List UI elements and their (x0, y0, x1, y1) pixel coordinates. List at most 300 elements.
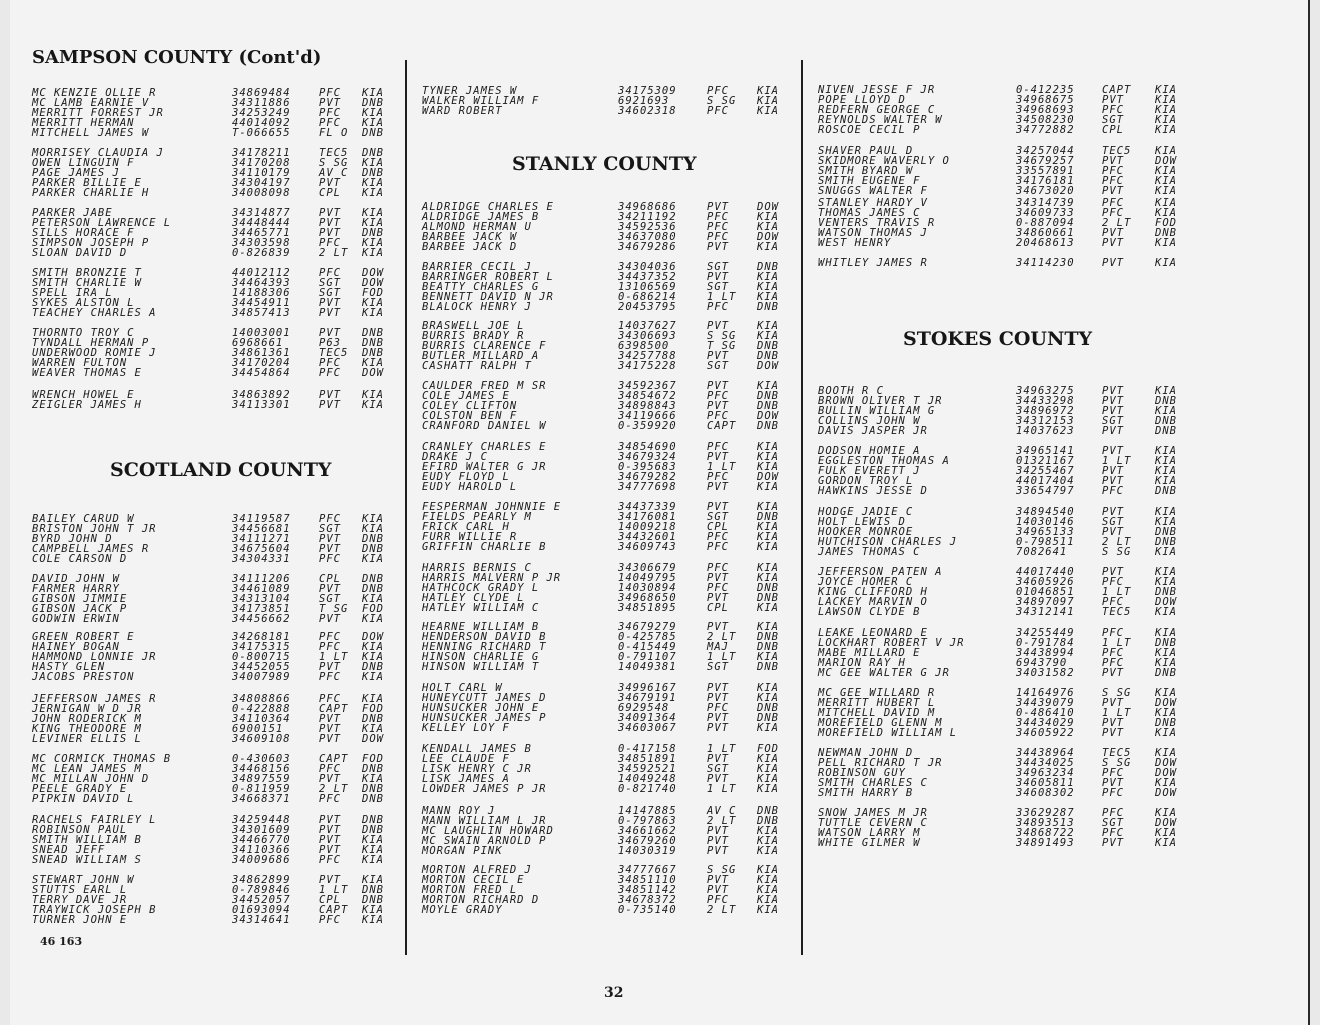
serial-number: 0-797863 (618, 815, 677, 827)
casualty-name: COLE CARSON D (32, 553, 128, 565)
casualty-group (32, 390, 402, 410)
status-code: DNB (757, 301, 779, 313)
rank: SGT (707, 281, 729, 293)
rank: PVT (1102, 257, 1124, 269)
casualty-name: MC LEAN JAMES M (32, 763, 142, 775)
rank: TEC5 (1102, 747, 1132, 759)
casualty-name: MORTON FRED L (422, 884, 518, 896)
serial-number: 34437339 (618, 501, 677, 513)
status-code: DOW (757, 410, 779, 422)
serial-number: 34170204 (232, 357, 291, 369)
casualty-group (422, 262, 792, 312)
rank: PFC (1102, 576, 1124, 588)
casualty-name: MERRITT HERMAN (32, 117, 135, 129)
casualty-name: HOLT CARL W (422, 682, 503, 694)
casualty-row (32, 248, 402, 258)
serial-number: 34968686 (618, 201, 677, 213)
rank: PVT (707, 400, 729, 412)
serial-number: 34465771 (232, 227, 291, 239)
status-code: DOW (1155, 596, 1177, 608)
status-code: KIA (362, 523, 384, 535)
casualty-group (818, 258, 1188, 268)
casualty-name: BAILEY CARUD W (32, 513, 135, 525)
status-code: KIA (757, 105, 779, 117)
casualty-name: HUNSUCKER JOHN E (422, 702, 540, 714)
casualty-name: TUTTLE CEVERN C (818, 817, 928, 829)
rank: S SG (707, 95, 737, 107)
casualty-name: TYNER JAMES W (422, 85, 518, 97)
rank: PVT (319, 543, 341, 555)
serial-number: 14037627 (618, 320, 677, 332)
serial-number: 44017404 (1016, 475, 1075, 487)
rank: 1 LT (1102, 637, 1132, 649)
casualty-name: HUNSUCKER JAMES P (422, 712, 547, 724)
rank: S SG (707, 864, 737, 876)
serial-number: 34007989 (232, 671, 291, 683)
rank: PVT (1102, 395, 1124, 407)
status-code: DNB (757, 592, 779, 604)
status-code: DNB (757, 582, 779, 594)
casualty-name: MC LAMB EARNIE V (32, 97, 150, 109)
status-code: DNB (362, 661, 384, 673)
serial-number: 34679257 (1016, 155, 1075, 167)
casualty-row (422, 482, 792, 492)
casualty-name: OWEN LINGUIN F (32, 157, 135, 169)
serial-number: 34602318 (618, 105, 677, 117)
rank: PFC (1102, 104, 1124, 116)
rank: 2 LT (707, 631, 737, 643)
serial-number: 44017440 (1016, 566, 1075, 578)
casualty-row (422, 603, 792, 613)
casualty-name: SMITH BRONZIE T (32, 267, 142, 279)
casualty-name: ALMOND HERMAN U (422, 221, 532, 233)
serial-number: 34312141 (1016, 606, 1075, 618)
rank: CAPT (319, 703, 349, 715)
casualty-name: REDFERN GEORGE C (818, 104, 936, 116)
serial-number: 0-395683 (618, 461, 677, 473)
casualty-name: MC KENZIE OLLIE R (32, 87, 157, 99)
status-code: KIA (1155, 94, 1177, 106)
rank: SGT (707, 763, 729, 775)
status-code: KIA (1155, 455, 1177, 467)
rank: CPL (319, 187, 341, 199)
serial-number: 0-425785 (618, 631, 677, 643)
casualty-name: BARBEE JACK D (422, 241, 518, 253)
status-code: DNB (362, 573, 384, 585)
serial-number: 34968650 (618, 592, 677, 604)
casualty-name: KING THEODORE M (32, 723, 142, 735)
status-code: DNB (757, 702, 779, 714)
serial-number: 34255449 (1016, 627, 1075, 639)
status-code: DNB (362, 793, 384, 805)
casualty-name: MANN ROY J (422, 805, 496, 817)
serial-number: 34777667 (618, 864, 677, 876)
casualty-name: MC CORMICK THOMAS B (32, 753, 172, 765)
status-code: KIA (757, 501, 779, 513)
rank: PFC (1102, 787, 1124, 799)
status-code: KIA (757, 521, 779, 533)
status-code: KIA (1155, 114, 1177, 126)
rank: S SG (1102, 546, 1132, 558)
status-code: DNB (757, 350, 779, 362)
status-code: KIA (362, 157, 384, 169)
rank: PFC (319, 513, 341, 525)
serial-number: 0-735140 (618, 904, 677, 916)
serial-number: 34861361 (232, 347, 291, 359)
status-code: KIA (1155, 747, 1177, 759)
rank: MAJ (707, 641, 729, 653)
status-code: KIA (362, 217, 384, 229)
rank: PFC (1102, 807, 1124, 819)
status-code: KIA (757, 845, 779, 857)
status-code: KIA (1155, 576, 1177, 588)
casualty-name: BROWN OLIVER T JR (818, 395, 943, 407)
rank: PVT (319, 207, 341, 219)
serial-number: 34679191 (618, 692, 677, 704)
rank: PVT (707, 845, 729, 857)
rank: PFC (707, 410, 729, 422)
rank: PVT (319, 583, 341, 595)
status-code: KIA (1155, 84, 1177, 96)
rank: S SG (707, 330, 737, 342)
casualty-name: EFIRD WALTER G JR (422, 461, 547, 473)
serial-number: 34304331 (232, 553, 291, 565)
rank: PVT (319, 307, 341, 319)
casualty-group (32, 268, 402, 318)
rank: PFC (707, 301, 729, 313)
rank: PVT (319, 874, 341, 886)
serial-number: 34259448 (232, 814, 291, 826)
serial-number: 0-430603 (232, 753, 291, 765)
casualty-name: HOOKER MONROE (818, 526, 914, 538)
status-code: KIA (757, 241, 779, 253)
casualty-name: MC LAUGHLIN HOWARD (422, 825, 554, 837)
status-code: KIA (362, 187, 384, 199)
rank: CPL (1102, 124, 1124, 136)
serial-number: 34111206 (232, 573, 291, 585)
casualty-name: BRISTON JOHN T JR (32, 523, 157, 535)
status-code: KIA (1155, 145, 1177, 157)
rank: PFC (707, 231, 729, 243)
status-code: KIA (1155, 475, 1177, 487)
casualty-name: PIPKIN DAVID L (32, 793, 135, 805)
casualty-name: MC GEE WILLARD R (818, 687, 936, 699)
casualty-name: BLALOCK HENRY J (422, 301, 532, 313)
serial-number: 34854672 (618, 390, 677, 402)
casualty-name: ALDRIDGE JAMES B (422, 211, 540, 223)
serial-number: 0-359920 (618, 420, 677, 432)
rank: SGT (707, 661, 729, 673)
rank: S SG (1102, 757, 1132, 769)
rank: SGT (319, 593, 341, 605)
serial-number: 34592521 (618, 763, 677, 775)
casualty-name: GREEN ROBERT E (32, 631, 135, 643)
status-code: KIA (757, 835, 779, 847)
casualty-name: SMITH HARRY B (818, 787, 914, 799)
rank: PVT (1102, 227, 1124, 239)
status-code: KIA (362, 904, 384, 916)
casualty-name: CRANFORD DANIEL W (422, 420, 547, 432)
rank: PVT (1102, 445, 1124, 457)
status-code: KIA (757, 211, 779, 223)
serial-number: 34176081 (618, 511, 677, 523)
serial-number: 01321167 (1016, 455, 1075, 467)
rank: PVT (1102, 94, 1124, 106)
rank: S SG (1102, 687, 1132, 699)
casualty-name: HINSON WILLIAM T (422, 661, 540, 673)
serial-number: 34439079 (1016, 697, 1075, 709)
casualty-group (818, 446, 1188, 496)
status-code: KIA (757, 874, 779, 886)
serial-number: 6943790 (1016, 657, 1068, 669)
casualty-name: MANN WILLIAM L JR (422, 815, 547, 827)
rank: PVT (1102, 526, 1124, 538)
status-code: DOW (362, 267, 384, 279)
serial-number: 34454864 (232, 367, 291, 379)
rank: PFC (1102, 647, 1124, 659)
serial-number: 34448444 (232, 217, 291, 229)
serial-number: 34466770 (232, 834, 291, 846)
serial-number: T-066655 (232, 127, 291, 139)
serial-number: 33654797 (1016, 485, 1075, 497)
serial-number: 34851895 (618, 602, 677, 614)
rank: PVT (319, 661, 341, 673)
casualty-name: UNDERWOOD ROMIE J (32, 347, 157, 359)
serial-number: 0-415449 (618, 641, 677, 653)
rank: PVT (319, 177, 341, 189)
serial-number: 34896972 (1016, 405, 1075, 417)
rank: PFC (319, 641, 341, 653)
status-code: DNB (757, 400, 779, 412)
rank: PVT (319, 533, 341, 545)
casualty-name: STANLEY HARDY V (818, 197, 928, 209)
serial-number: 34869484 (232, 87, 291, 99)
serial-number: 0-821740 (618, 783, 677, 795)
rank: CPL (319, 573, 341, 585)
casualty-group (422, 86, 792, 116)
casualty-group (422, 321, 792, 371)
status-code: KIA (757, 753, 779, 765)
serial-number: 34851891 (618, 753, 677, 765)
casualty-name: HATLEY WILLIAM C (422, 602, 540, 614)
casualty-name: MC SWAIN ARNOLD P (422, 835, 547, 847)
status-code: KIA (757, 441, 779, 453)
serial-number: 34675604 (232, 543, 291, 555)
serial-number: 34772882 (1016, 124, 1075, 136)
casualty-name: GIBSON JACK P (32, 603, 128, 615)
rank: TEC5 (1102, 145, 1132, 157)
rank: PFC (1102, 627, 1124, 639)
casualty-name: HAINEY BOGAN (32, 641, 120, 653)
county-heading: SCOTLAND COUNTY (110, 459, 332, 481)
status-code: KIA (757, 904, 779, 916)
casualty-group (422, 202, 792, 252)
casualty-name: HARRIS BERNIS C (422, 562, 532, 574)
casualty-name: TYNDALL HERMAN P (32, 337, 150, 349)
serial-number: 34894540 (1016, 506, 1075, 518)
casualty-group (32, 328, 402, 378)
casualty-row (32, 614, 402, 624)
rank: SGT (1102, 114, 1124, 126)
casualty-row (32, 915, 402, 925)
status-code: KIA (1155, 104, 1177, 116)
casualty-name: FURR WILLIE R (422, 531, 518, 543)
status-code: KIA (1155, 445, 1177, 457)
rank: PVT (707, 884, 729, 896)
casualty-name: SMITH CHARLIE W (32, 277, 142, 289)
serial-number: 14030146 (1016, 516, 1075, 528)
casualty-row (422, 662, 792, 672)
casualty-name: THORNTO TROY C (32, 327, 135, 339)
casualty-name: COLE JAMES E (422, 390, 510, 402)
casualty-name: WRENCH HOWEL E (32, 389, 135, 401)
serial-number: 34679286 (618, 241, 677, 253)
casualty-name: LAWSON CLYDE B (818, 606, 921, 618)
casualty-row (818, 238, 1188, 248)
rank: PVT (707, 481, 729, 493)
casualty-group (422, 744, 792, 794)
casualty-name: DAVIS JASPER JR (818, 425, 928, 437)
serial-number: 14009218 (618, 521, 677, 533)
rank: PFC (707, 211, 729, 223)
status-code: DNB (362, 783, 384, 795)
status-code: DNB (757, 712, 779, 724)
status-code: KIA (1155, 465, 1177, 477)
rank: 1 LT (707, 743, 737, 755)
rank: T SG (319, 603, 349, 615)
serial-number: 6929548 (618, 702, 670, 714)
casualty-row (818, 486, 1188, 496)
serial-number: 0-791107 (618, 651, 677, 663)
rank: PVT (707, 773, 729, 785)
rank: PFC (319, 237, 341, 249)
rank: PVT (319, 773, 341, 785)
serial-number: 34777698 (618, 481, 677, 493)
status-code: KIA (1155, 237, 1177, 249)
serial-number: 6968661 (232, 337, 284, 349)
casualty-name: HENNING RICHARD T (422, 641, 547, 653)
rank: PFC (707, 582, 729, 594)
casualty-row (32, 794, 402, 804)
rank: PVT (1102, 185, 1124, 197)
rank: PVT (319, 824, 341, 836)
serial-number: 33629287 (1016, 807, 1075, 819)
status-code: DNB (362, 97, 384, 109)
casualty-name: HASTY GLEN (32, 661, 106, 673)
status-code: DNB (1155, 717, 1177, 729)
serial-number: 34963275 (1016, 385, 1075, 397)
casualty-name: ROBINSON PAUL (32, 824, 128, 836)
status-code: FOD (757, 743, 779, 755)
casualty-name: NEWMAN JOHN D (818, 747, 914, 759)
serial-number: 34255467 (1016, 465, 1075, 477)
status-code: KIA (757, 864, 779, 876)
rank: PVT (319, 713, 341, 725)
casualty-name: SYKES ALSTON L (32, 297, 135, 309)
status-code: FOD (362, 703, 384, 715)
rank: PFC (319, 117, 341, 129)
serial-number: 34091364 (618, 712, 677, 724)
status-code: KIA (1155, 185, 1177, 197)
column-divider-2 (801, 60, 803, 955)
casualty-row (32, 128, 402, 138)
rank: 1 LT (1102, 586, 1132, 598)
status-code: DNB (757, 815, 779, 827)
status-code: DNB (1155, 526, 1177, 538)
casualty-name: GIBSON JIMMIE (32, 593, 128, 605)
status-code: KIA (757, 773, 779, 785)
rank: PFC (707, 390, 729, 402)
status-code: KIA (362, 854, 384, 866)
status-code: KIA (757, 763, 779, 775)
serial-number: 34434029 (1016, 717, 1075, 729)
serial-number: 34257788 (618, 350, 677, 362)
rank: PFC (707, 105, 729, 117)
rank: PFC (319, 693, 341, 705)
serial-number: 14164976 (1016, 687, 1075, 699)
casualty-name: MABE MILLARD E (818, 647, 921, 659)
status-code: KIA (1155, 827, 1177, 839)
serial-number: 34211192 (618, 211, 677, 223)
rank: PVT (707, 722, 729, 734)
casualty-name: NIVEN JESSE F JR (818, 84, 936, 96)
status-code: DNB (362, 147, 384, 159)
rank: PVT (707, 451, 729, 463)
county-heading: STOKES COUNTY (903, 328, 1093, 350)
rank: CPL (707, 602, 729, 614)
serial-number: 34897097 (1016, 596, 1075, 608)
rank: PVT (707, 241, 729, 253)
status-code: KIA (362, 613, 384, 625)
status-code: KIA (1155, 727, 1177, 739)
casualty-name: HUTCHISON CHARLES J (818, 536, 958, 548)
status-code: KIA (1155, 165, 1177, 177)
status-code: KIA (757, 541, 779, 553)
serial-number: 34608302 (1016, 787, 1075, 799)
serial-number: 34175228 (618, 360, 677, 372)
casualty-name: LEAKE LEONARD E (818, 627, 928, 639)
status-code: KIA (757, 572, 779, 584)
casualty-group (818, 748, 1188, 798)
rank: PVT (707, 380, 729, 392)
serial-number: 34897559 (232, 773, 291, 785)
status-code: DNB (757, 261, 779, 273)
casualty-group (818, 808, 1188, 848)
serial-number: 34311886 (232, 97, 291, 109)
serial-number: 34605922 (1016, 727, 1075, 739)
casualty-group (32, 694, 402, 744)
rank: PFC (707, 702, 729, 714)
rank: PVT (1102, 506, 1124, 518)
casualty-name: JEFFERSON JAMES R (32, 693, 157, 705)
rank: 1 LT (707, 291, 737, 303)
serial-number: 34863892 (232, 389, 291, 401)
rank: PFC (707, 85, 729, 97)
rank: PVT (1102, 405, 1124, 417)
serial-number: 44014092 (232, 117, 291, 129)
status-code: DNB (1155, 485, 1177, 497)
serial-number: 34609108 (232, 733, 291, 745)
casualty-name: LACKEY MARVIN O (818, 596, 928, 608)
status-code: DNB (1155, 586, 1177, 598)
status-code: DNB (362, 543, 384, 555)
status-code: DNB (1155, 227, 1177, 239)
casualty-name: POPE LLOYD D (818, 94, 906, 106)
casualty-name: HATLEY CLYDE L (422, 592, 525, 604)
serial-number: 34605926 (1016, 576, 1075, 588)
serial-number: 0-800715 (232, 651, 291, 663)
casualty-group (32, 632, 402, 682)
